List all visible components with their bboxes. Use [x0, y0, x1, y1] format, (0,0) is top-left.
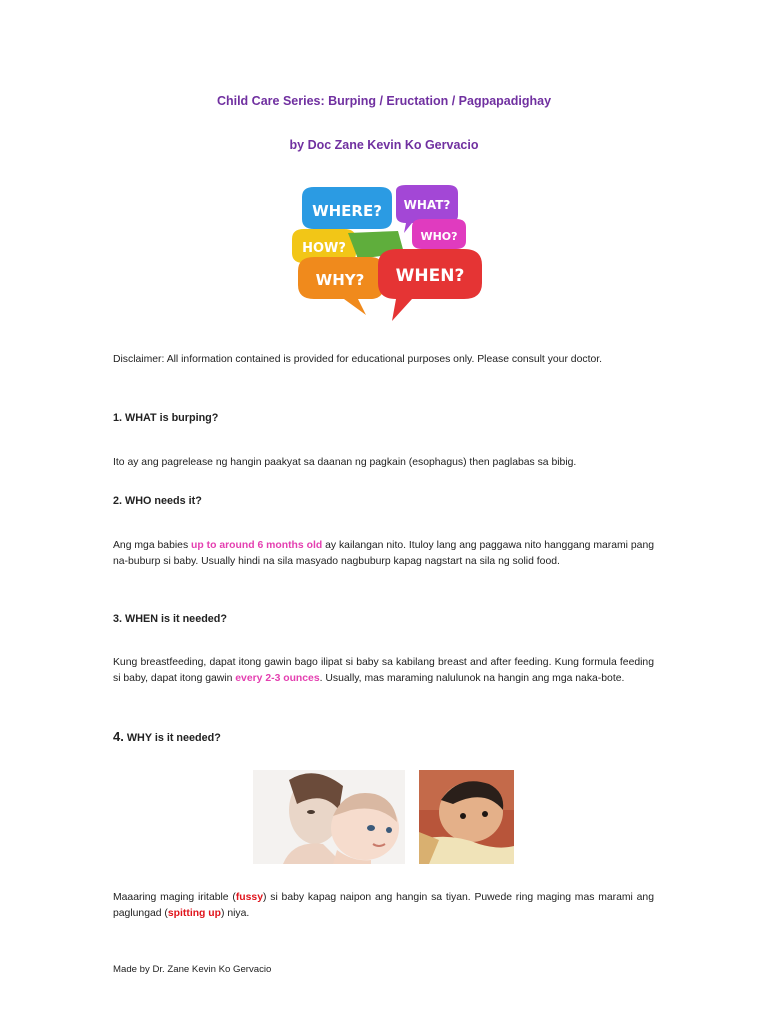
- bubble-where-label: WHERE?: [312, 202, 382, 220]
- document-author: by Doc Zane Kevin Ko Gervacio: [289, 138, 479, 152]
- section-3-heading: 3. WHEN is it needed?: [113, 613, 227, 625]
- bubble-why: [298, 257, 384, 315]
- section-4-body-mid: ) si baby kapag naipon ang hangin sa tiyan. Puwede ring maging mas marami ang paglungad (: [113, 892, 654, 919]
- section-3-body-pre: Kung breastfeeding, dapat itong gawin bago ilipat si baby sa kabilang breast and after feeding. Kung formula feeding si baby, dapat itong gawin: [113, 657, 654, 684]
- bubble-when: [378, 249, 482, 321]
- section-4-highlight-spitting-up: spitting up: [167, 908, 221, 919]
- document-title: Child Care Series: Burping / Eructation / Pagpapadighay: [216, 94, 552, 108]
- section-3-body-post: . Usually, mas maraming nalulunok na hangin ang mga naka-bote.: [319, 673, 625, 684]
- section-4-highlight-fussy: fussy: [235, 892, 263, 903]
- section-2-heading: 2. WHO needs it?: [113, 495, 202, 507]
- baby-photo: [419, 770, 514, 864]
- section-3-body: [113, 655, 654, 687]
- section-4-body-post: ) niya.: [221, 908, 250, 919]
- question-bubbles-graphic: [288, 183, 484, 325]
- section-4-heading-text: WHY is it needed?: [123, 732, 221, 744]
- section-1-body: Ito ay ang pagrelease ng hangin paakyat sa daanan ng pagkain (esophagus) then paglabas sa bibig.: [113, 457, 577, 468]
- bubble-what-label: WHAT?: [403, 198, 451, 212]
- bubble-why-label: WHY?: [315, 271, 365, 289]
- disclaimer-text: Disclaimer: All information contained is provided for educational purposes only. Please consult your doctor.: [113, 354, 603, 365]
- bubble-who-label: WHO?: [420, 230, 458, 243]
- bubble-how-label: HOW?: [302, 241, 346, 256]
- section-2-highlight: up to around 6 months old: [191, 540, 323, 551]
- section-4-heading-num: 4.: [113, 729, 124, 744]
- bubble-when-label: WHEN?: [395, 266, 465, 286]
- section-4-heading: [113, 729, 221, 744]
- section-4-body-pre: Maaaring maging iritable (: [113, 892, 236, 903]
- bubble-who: [412, 219, 466, 249]
- section-4-body: [113, 890, 654, 922]
- section-2-body-pre: Ang mga babies: [113, 540, 192, 551]
- section-2-body: [113, 538, 654, 570]
- mother-and-baby-photo: [253, 770, 405, 864]
- section-3-highlight: every 2-3 ounces: [235, 673, 320, 684]
- footer-credit: Made by Dr. Zane Kevin Ko Gervacio: [113, 964, 272, 975]
- section-1-heading: 1. WHAT is burping?: [113, 412, 219, 424]
- section-2-body-post: ay kailangan nito. Ituloy lang ang paggawa nito hanggang marami pang na-buburp si baby. Usually hindi na sila masyado nagbuburp kapag nagstart na sila ng solid food.: [113, 540, 654, 567]
